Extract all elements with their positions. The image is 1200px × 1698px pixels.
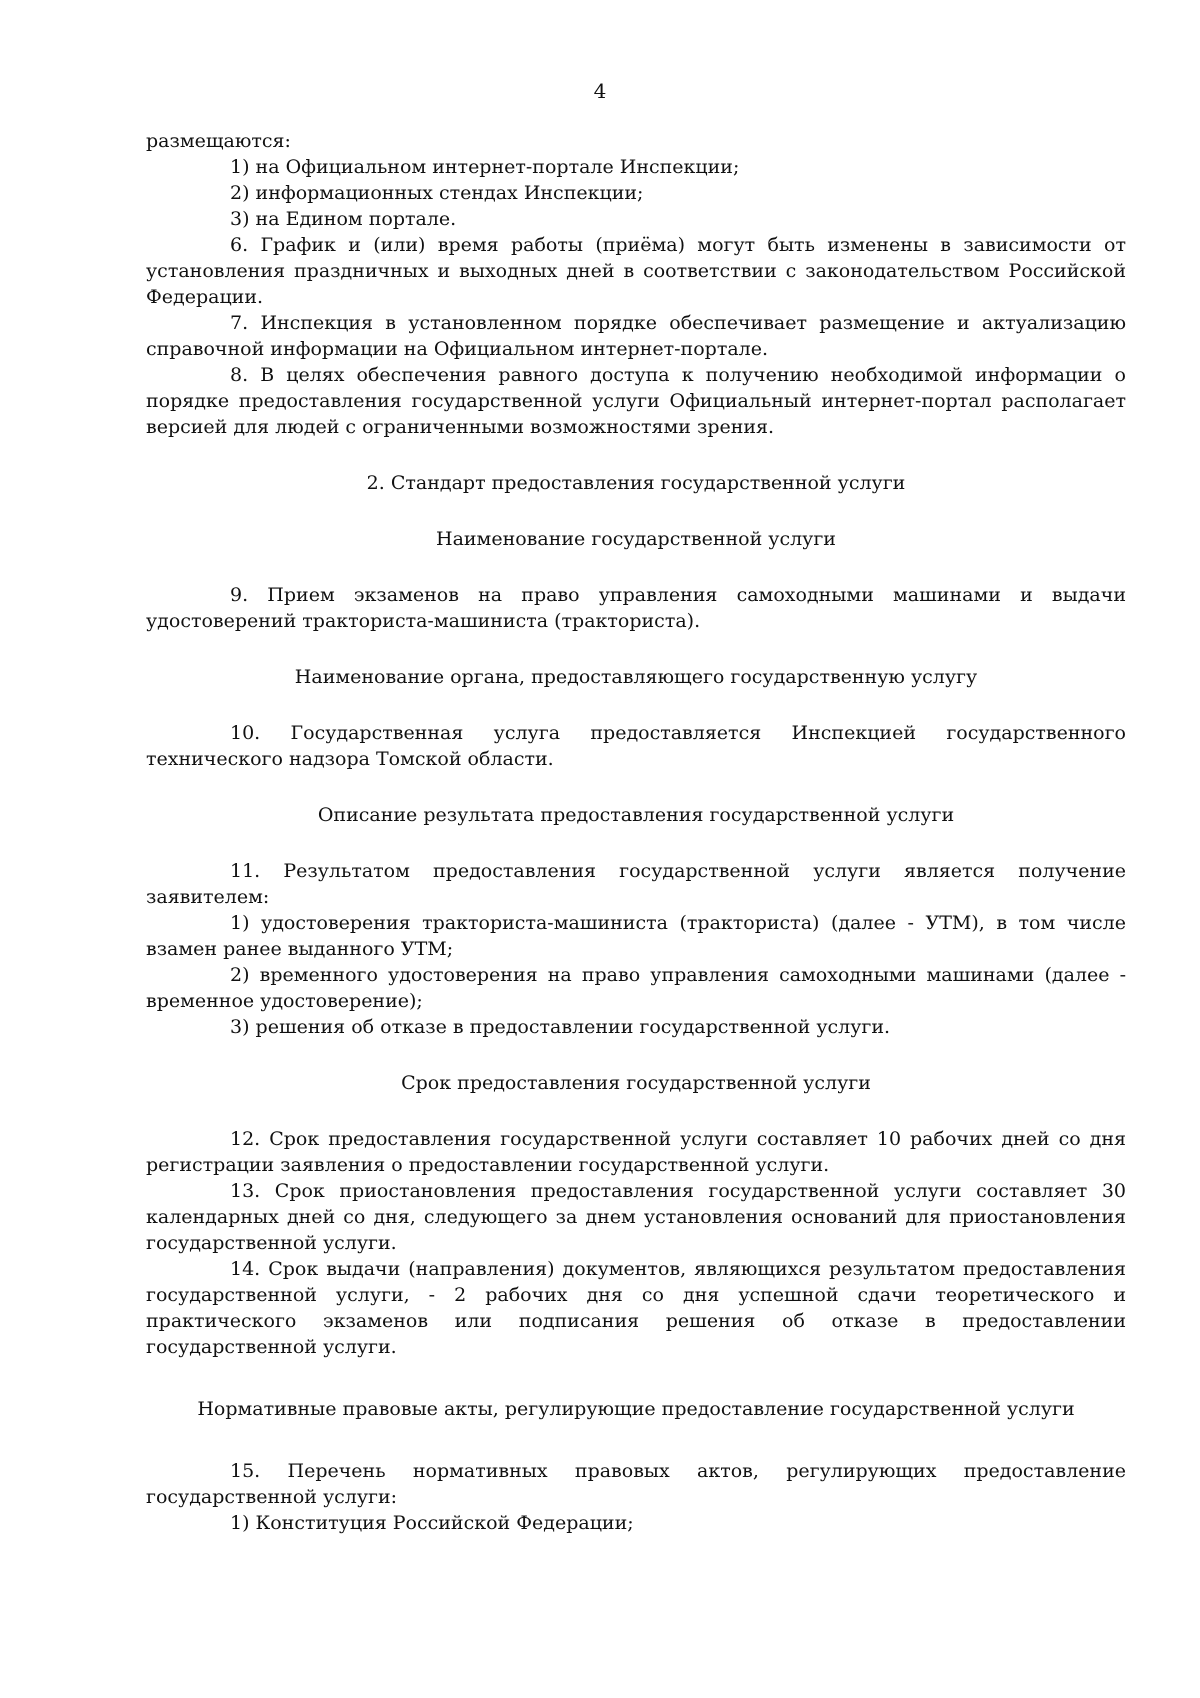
- subsection-heading: Наименование государственной услуги: [436, 528, 836, 550]
- paragraph: 10. Государственная услуга предоставляется Инспекцией государственного технического надзора Томской области.: [146, 722, 1126, 770]
- document-body: [146, 128, 1126, 1536]
- paragraph: 7. Инспекция в установленном порядке обеспечивает размещение и актуализацию справочной информации на Официальном интернет-портале.: [146, 312, 1126, 360]
- list-item: 1) Конституция Российской Федерации;: [230, 1512, 634, 1534]
- paragraph: размещаются:: [146, 130, 291, 152]
- paragraph: 8. В целях обеспечения равного доступа к получению необходимой информации о порядке предоставления государственной услуги Официальный интернет-портал располагает версией для людей с ограниченными возможностями зрения.: [146, 364, 1126, 438]
- subsection-heading: Срок предоставления государственной услуги: [401, 1072, 871, 1094]
- list-item: 3) решения об отказе в предоставлении государственной услуги.: [230, 1016, 891, 1038]
- section-heading: 2. Стандарт предоставления государственной услуги: [366, 472, 906, 494]
- list-item: 2) информационных стендах Инспекции;: [230, 182, 644, 204]
- paragraph: 11. Результатом предоставления государственной услуги является получение заявителем:: [146, 860, 1126, 908]
- paragraph: 9. Прием экзаменов на право управления самоходными машинами и выдачи удостоверений тракториста-машиниста (тракториста).: [146, 584, 1126, 632]
- page-number: 4: [593, 79, 607, 103]
- paragraph: 14. Срок выдачи (направления) документов, являющихся результатом предоставления государственной услуги, - 2 рабочих дня со дня успешной сдачи теоретического и практического экзаменов или подписания решения об отказе в предоставлении государственной услуги.: [146, 1258, 1126, 1358]
- subsection-heading: Нормативные правовые акты, регулирующие предоставление государственной услуги: [197, 1398, 1075, 1420]
- list-item: 2) временного удостоверения на право управления самоходными машинами (далее - временное удостоверение);: [146, 964, 1126, 1012]
- paragraph: 15. Перечень нормативных правовых актов, регулирующих предоставление государственной услуги:: [146, 1460, 1126, 1508]
- list-item: 1) на Официальном интернет-портале Инспекции;: [230, 156, 740, 178]
- subsection-heading: Наименование органа, предоставляющего государственную услугу: [294, 666, 978, 688]
- paragraph: 13. Срок приостановления предоставления государственной услуги составляет 30 календарных дней со дня, следующего за днем установления оснований для приостановления государственной услуги.: [146, 1180, 1126, 1254]
- paragraph: 12. Срок предоставления государственной услуги составляет 10 рабочих дней со дня регистрации заявления о предоставлении государственной услуги.: [146, 1128, 1126, 1176]
- list-item: 1) удостоверения тракториста-машиниста (тракториста) (далее - УТМ), в том числе взамен ранее выданного УТМ;: [146, 912, 1126, 960]
- list-item: 3) на Едином портале.: [230, 208, 457, 230]
- subsection-heading: Описание результата предоставления государственной услуги: [317, 804, 955, 826]
- paragraph: 6. График и (или) время работы (приёма) могут быть изменены в зависимости от установления праздничных и выходных дней в соответствии с законодательством Российской Федерации.: [146, 234, 1126, 308]
